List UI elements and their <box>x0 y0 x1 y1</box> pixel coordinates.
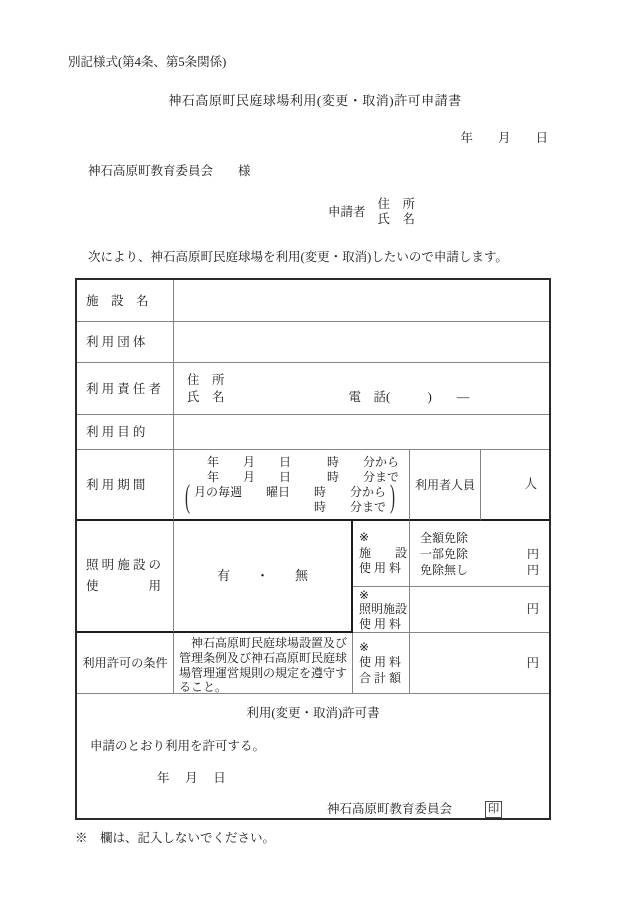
header-date-line: 年 月 日 <box>460 131 548 145</box>
asterisk-mark: ※ <box>359 639 370 654</box>
facility-name-field <box>174 280 549 322</box>
total-fee-label-cell <box>353 633 410 694</box>
users-count-unit-cell: 人 <box>481 450 549 521</box>
lighting-fee-label-line-2: 使 用 料 <box>359 616 402 631</box>
applicant-fields <box>378 197 416 227</box>
total-fee-value-cell: 円 <box>410 633 549 694</box>
lighting-use-label-cell <box>77 521 174 633</box>
purpose-field <box>174 415 549 450</box>
document-title: 神石高原町民庭球場利用(変更・取消)許可申請書 <box>168 93 462 108</box>
applicant-block <box>328 197 415 227</box>
asterisk-mark: ※ <box>359 587 370 602</box>
period-field <box>174 450 410 521</box>
permit-conditions-text-cell: 神石高原町民庭球場設置及び管理条例及び神石高原町民庭球場管理運営規則の規定を遵守すること。 <box>174 633 353 694</box>
facility-fee-label-cell <box>353 521 410 587</box>
period-line-4: 時 分まで <box>313 499 386 514</box>
responsible-person-label-cell: 利 用 責 任 者 <box>77 363 174 415</box>
period-line-2: 年 月 日 時 分まで <box>206 469 399 484</box>
permit-conditions-label-cell: 利用許可の条件 <box>77 633 174 694</box>
fee-row-no-exemption: 免除無し 円 <box>420 562 539 577</box>
close-paren-glyph: ) <box>390 480 395 516</box>
facility-fee-label-line-1: 施 設 <box>359 545 408 560</box>
facility-fee-value-cell <box>410 521 549 587</box>
period-label-cell: 利 用 期 間 <box>77 450 174 521</box>
permit-title: 利用(変更・取消)許可書 <box>246 706 380 720</box>
seal-box: 印 <box>485 801 502 818</box>
yen-unit: 円 <box>526 562 539 577</box>
total-fee-label-line-2: 合 計 額 <box>359 670 402 685</box>
users-count-label-cell: 利用者人員 <box>410 450 481 521</box>
footnote: ※ 欄は、記入しないでください。 <box>75 831 276 845</box>
lighting-fee-value-cell: 円 <box>410 587 549 633</box>
applicant-name-label: 氏 名 <box>377 212 416 226</box>
purpose-label-cell: 利 用 目 的 <box>77 415 174 450</box>
total-fee-label-line-1: 使 用 料 <box>359 655 402 670</box>
applicant-label: 申請者 <box>328 204 366 219</box>
applicant-address-label: 住 所 <box>377 197 416 211</box>
permit-date-line: 年 月 日 <box>157 770 226 785</box>
yen-unit: 円 <box>526 546 539 561</box>
user-group-label-cell: 利 用 団 体 <box>77 322 174 363</box>
responsible-phone-label: 電 話( ) ― <box>348 389 470 404</box>
permit-issuer-name: 神石高原町教育委員会 <box>327 802 453 817</box>
facility-fee-label-line-2: 使 用 料 <box>359 561 402 576</box>
lighting-fee-label-line-1: 照明施設 <box>359 602 408 617</box>
permit-body: 申請のとおり利用を許可する。 <box>90 738 266 753</box>
lighting-label-line-2: 使 用 <box>86 579 162 593</box>
application-form-table <box>75 278 551 820</box>
fee-row-full-exemption: 全額免除 <box>420 530 469 545</box>
responsible-name-label: 氏 名 <box>187 389 225 404</box>
asterisk-mark: ※ <box>359 530 370 545</box>
facility-name-label-cell: 施 設 名 <box>77 280 174 322</box>
responsible-person-field <box>174 363 549 415</box>
addressee-line: 神石高原町教育委員会 様 <box>88 164 251 178</box>
corner-note: 別記様式(第4条、第5条関係) <box>68 55 227 69</box>
period-weekly-block <box>181 480 399 516</box>
responsible-address-label: 住 所 <box>187 372 225 387</box>
period-line-3: 月の毎週 曜日 時 分から <box>193 484 386 499</box>
lighting-label-line-1: 照 明 施 設 の <box>86 558 162 572</box>
period-line-1: 年 月 日 時 分から <box>206 454 399 469</box>
permit-section <box>77 694 549 818</box>
fee-row-partial-exemption: 一部免除 円 <box>420 546 539 561</box>
lighting-fee-label-cell <box>353 587 410 633</box>
intro-sentence: 次により、神石高原町民庭球場を利用(変更・取消)したいので申請します。 <box>88 250 508 264</box>
lighting-use-value-cell: 有 ・ 無 <box>174 521 353 633</box>
user-group-field <box>174 322 549 363</box>
permit-issuer-row <box>327 800 549 819</box>
open-paren-glyph: ( <box>184 480 190 516</box>
